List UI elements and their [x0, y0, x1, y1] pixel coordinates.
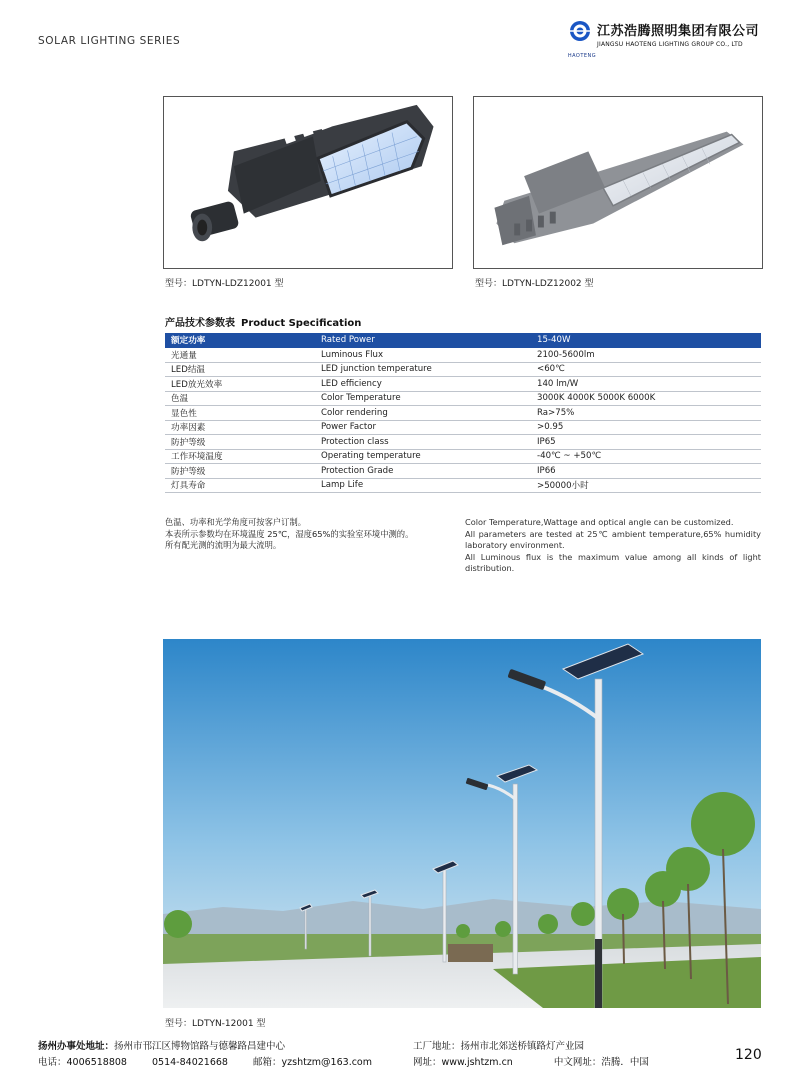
spec-cell-en: Operating temperature	[315, 449, 531, 464]
series-title: SOLAR LIGHTING SERIES	[38, 35, 181, 47]
scene-caption: 型号：LDTYN-12001 型	[165, 1019, 266, 1029]
note-line: All parameters are tested at 25℃ ambient temperature,65% humidity laboratory environment.	[465, 528, 761, 550]
spec-cell-cn: 灯具寿命	[165, 478, 315, 493]
spec-title	[165, 314, 361, 329]
table-row	[165, 464, 761, 479]
web-label: 网址：	[413, 1057, 442, 1068]
solar-street-lights-image	[163, 639, 761, 1008]
spec-cell-cn: 额定功率	[165, 333, 315, 348]
spec-cell-cn: 功率因素	[165, 420, 315, 435]
email-link[interactable]: yzshtzm@163.com	[281, 1057, 373, 1068]
factory-address: 扬州市北郊送桥镇路灯产业园	[460, 1041, 585, 1052]
note-line: All Luminous flux is the maximum value among all kinds of light distribution.	[465, 551, 761, 573]
cnweb-link[interactable]: 浩腾．中国	[601, 1057, 649, 1068]
note-line: 本表所示参数均在环境温度 25℃，湿度65%的实验室环境中测的。	[165, 528, 414, 539]
spec-cell-en: LED junction temperature	[315, 362, 531, 377]
spec-cell-value: >50000小时	[531, 478, 761, 493]
logo-emblem-icon	[567, 20, 593, 48]
spec-cell-value: IP66	[531, 464, 761, 479]
street-light-dark-image	[164, 97, 452, 268]
spec-cell-cn: 防护等级	[165, 435, 315, 450]
company-name-cn: 江苏浩腾照明集团有限公司	[597, 24, 760, 39]
spec-cell-en: Color Temperature	[315, 391, 531, 406]
note-line: Color Temperature,Wattage and optical angle can be customized.	[465, 517, 734, 527]
office-address: 扬州市邗江区博物馆路与德馨路昌建中心	[114, 1041, 286, 1052]
spec-cell-en: Lamp Life	[315, 478, 531, 493]
spec-cell-cn: 显色性	[165, 406, 315, 421]
street-light-gray-image	[474, 97, 762, 268]
spec-cell-value: 140 lm/W	[531, 377, 761, 392]
table-row	[165, 391, 761, 406]
table-row	[165, 362, 761, 377]
spec-title-en: Product Specification	[241, 318, 362, 329]
logo-mark	[567, 20, 597, 59]
note-line: 色温、功率和光学角度可按客户订制。	[165, 517, 307, 527]
email-label: 邮箱：	[253, 1057, 282, 1068]
spec-cell-value: 3000K 4000K 5000K 6000K	[531, 391, 761, 406]
spec-cell-value: 2100-5600lm	[531, 348, 761, 363]
phone-label: 电话：	[38, 1057, 67, 1068]
table-row	[165, 420, 761, 435]
footer-contact	[38, 1054, 372, 1068]
table-row	[165, 435, 761, 450]
spec-cell-value: <60℃	[531, 362, 761, 377]
spec-cell-cn: 工作环境温度	[165, 449, 315, 464]
cnweb-label: 中文网址：	[553, 1057, 602, 1068]
spec-cell-en: Rated Power	[315, 333, 531, 348]
spec-cell-cn: 防护等级	[165, 464, 315, 479]
product-photo-1	[163, 96, 453, 269]
web-link[interactable]: www.jshtzm.cn	[441, 1057, 513, 1068]
spec-cell-value: Ra>75%	[531, 406, 761, 421]
notes-cn	[165, 517, 455, 552]
table-row	[165, 348, 761, 363]
spec-cell-en: Power Factor	[315, 420, 531, 435]
company-name-en: JIANGSU HAOTENG LIGHTING GROUP CO., LTD	[597, 41, 743, 48]
spec-cell-value: 15-40W	[531, 333, 761, 348]
phone-2: 0514-84021668	[152, 1057, 228, 1068]
spec-cell-en: Luminous Flux	[315, 348, 531, 363]
notes-en	[465, 517, 761, 575]
spec-cell-value: -40℃ ~ +50℃	[531, 449, 761, 464]
spec-cell-cn: 光通量	[165, 348, 315, 363]
installation-scene-photo	[163, 639, 761, 1008]
factory-label: 工厂地址：	[413, 1041, 461, 1052]
spec-cell-cn: LED结温	[165, 362, 315, 377]
page-number: 120	[735, 1047, 762, 1063]
spec-table	[165, 333, 761, 493]
spec-cell-en: LED efficiency	[315, 377, 531, 392]
spec-cell-cn: LED放光效率	[165, 377, 315, 392]
footer-office	[38, 1038, 285, 1052]
company-logo	[567, 20, 759, 59]
table-row	[165, 406, 761, 421]
spec-cell-value: >0.95	[531, 420, 761, 435]
product-photo-2	[473, 96, 763, 269]
spec-cell-value: IP65	[531, 435, 761, 450]
spec-cell-en: Protection class	[315, 435, 531, 450]
table-row	[165, 478, 761, 493]
product-caption-1: 型号：LDTYN-LDZ12001 型	[165, 279, 284, 289]
footer-factory	[413, 1038, 584, 1052]
footer-web	[413, 1054, 649, 1068]
product-caption-2: 型号：LDTYN-LDZ12002 型	[475, 279, 594, 289]
phone-1: 4006518808	[66, 1057, 127, 1068]
spec-title-cn: 产品技术参数表	[165, 318, 235, 329]
spec-header-row	[165, 333, 761, 348]
spec-cell-en: Protection Grade	[315, 464, 531, 479]
table-row	[165, 449, 761, 464]
table-row	[165, 377, 761, 392]
spec-cell-en: Color rendering	[315, 406, 531, 421]
office-label: 扬州办事处地址：	[38, 1041, 115, 1052]
note-line: 所有配光测的流明为最大流明。	[165, 540, 282, 550]
logo-subtext: HAOTENG	[567, 53, 597, 59]
spec-cell-cn: 色温	[165, 391, 315, 406]
